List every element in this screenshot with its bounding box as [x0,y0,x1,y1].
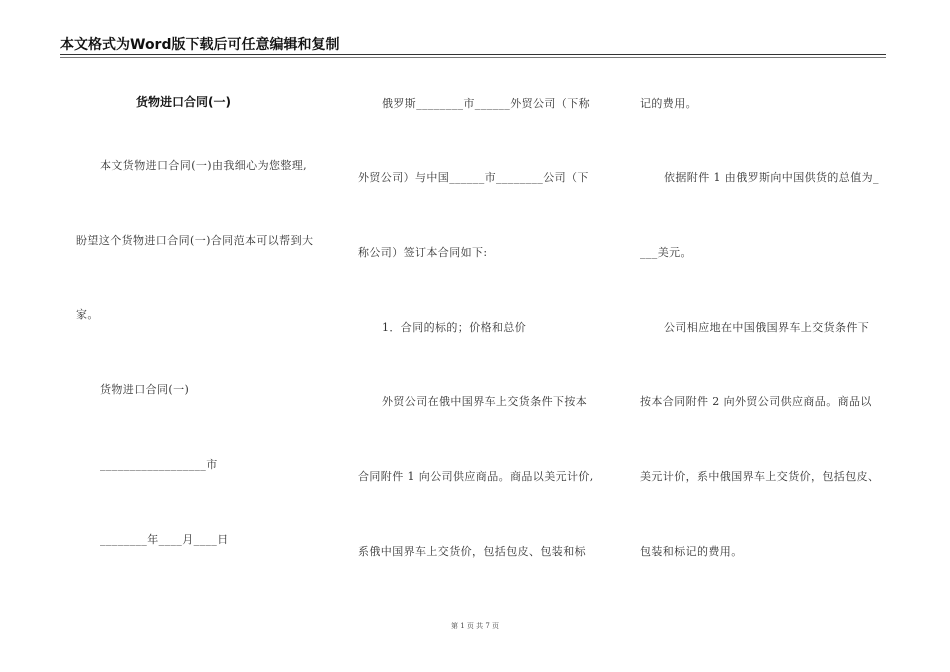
paragraph-line: 盼望这个货物进口合同(一)合同范本可以帮到大 [76,234,314,247]
paragraph-line: ___美元。 [640,246,692,259]
header-title: 本文格式为Word版下载后可任意编辑和复制 [60,37,340,53]
document-title: 货物进口合同(一) [136,95,231,109]
paragraph-line: 称公司）签订本合同如下: [358,246,488,259]
paragraph-line: 俄罗斯________市______外贸公司（下称 [382,97,590,110]
paragraph-line: 家。 [76,308,99,321]
paragraph-line: 包装和标记的费用。 [640,545,743,558]
paragraph-line: 按本合同附件 2 向外贸公司供应商品。商品以 [640,395,872,408]
paragraph-line: ________年____月____日 [100,533,229,546]
header-rule-bottom [60,57,886,58]
page-number: 第 1 页 共 7 页 [450,622,500,630]
paragraph-line: 外贸公司）与中国______市________公司（下 [358,171,589,184]
paragraph-line: 美元计价，系中俄国界车上交货价，包括包皮、 [640,470,880,483]
paragraph-line: 1．合同的标的；价格和总价 [382,321,527,334]
paragraph-line: 本文货物进口合同(一)由我细心为您整理, [100,159,308,172]
paragraph-line: 合同附件 1 向公司供应商品。商品以美元计价, [358,470,594,483]
paragraph-line: 依据附件 1 由俄罗斯向中国供货的总值为_ [664,171,879,184]
paragraph-line: 系俄中国界车上交货价，包括包皮、包装和标 [358,545,586,558]
paragraph-line: 记的费用。 [640,97,697,110]
paragraph-line: 公司相应地在中国俄国界车上交货条件下 [664,321,870,334]
paragraph-line: 外贸公司在俄中国界车上交货条件下按本 [382,395,588,408]
paragraph-line: __________________市 [100,458,218,471]
header-rule-top [60,54,886,55]
paragraph-line: 货物进口合同(一) [100,383,190,396]
